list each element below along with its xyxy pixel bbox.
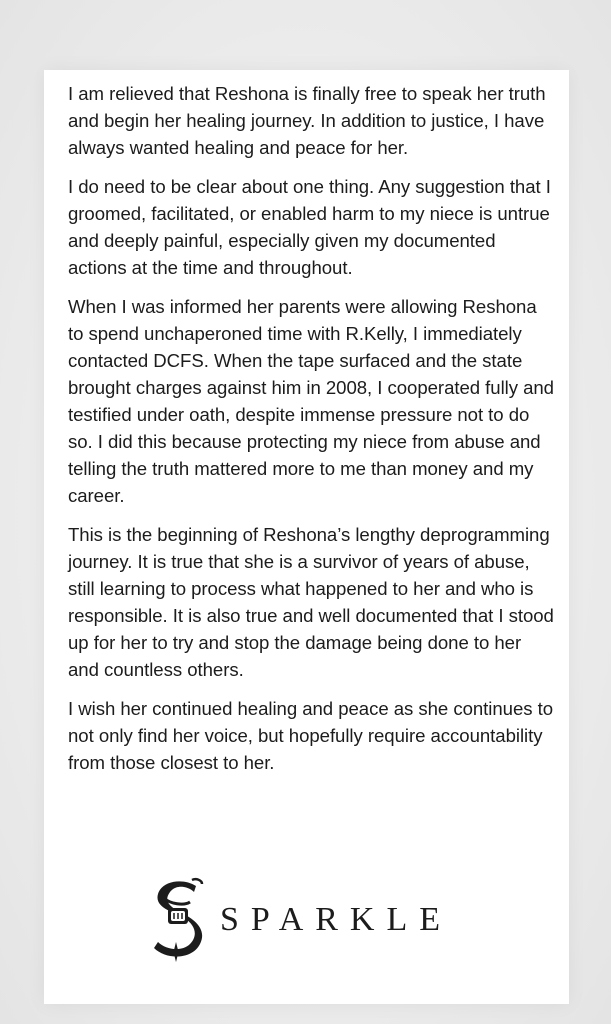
statement-card bbox=[44, 70, 569, 1004]
sparkle-wordmark: SPARKLE bbox=[220, 901, 453, 938]
ornate-s-monogram-icon bbox=[144, 876, 214, 966]
sparkle-logo bbox=[144, 876, 474, 966]
paragraph-5: I wish her continued healing and peace as she continues to not only find her voice, but hopefully require accountability from those closest to her. bbox=[68, 698, 554, 773]
paragraph-2: I do need to be clear about one thing. Any suggestion that I groomed, facilitated, or enabled harm to my niece is untrue and deeply painful, especially given my documented actions at the time and throughout. bbox=[68, 176, 551, 278]
paragraph-1: I am relieved that Reshona is finally free to speak her truth and begin her healing journey. In addition to justice, I have always wanted healing and peace for her. bbox=[68, 83, 546, 158]
paragraph-4: This is the beginning of Reshona’s lengthy deprogramming journey. It is true that she is a survivor of years of abuse, still learning to process what happened to her and who is responsible. It is also true and well documented that I stood up for her to try and stop the damage being done to her and countless others. bbox=[68, 524, 554, 680]
paragraph-3: When I was informed her parents were allowing Reshona to spend unchaperoned time with R.Kelly, I immediately contacted DCFS. When the tape surfaced and the state brought charges against him in 2008, I cooperated fully and testified under oath, despite immense pressure not to do so. I did this because protecting my niece from abuse and telling the truth mattered more to me than money and my career. bbox=[68, 296, 554, 506]
statement-text bbox=[68, 80, 556, 788]
